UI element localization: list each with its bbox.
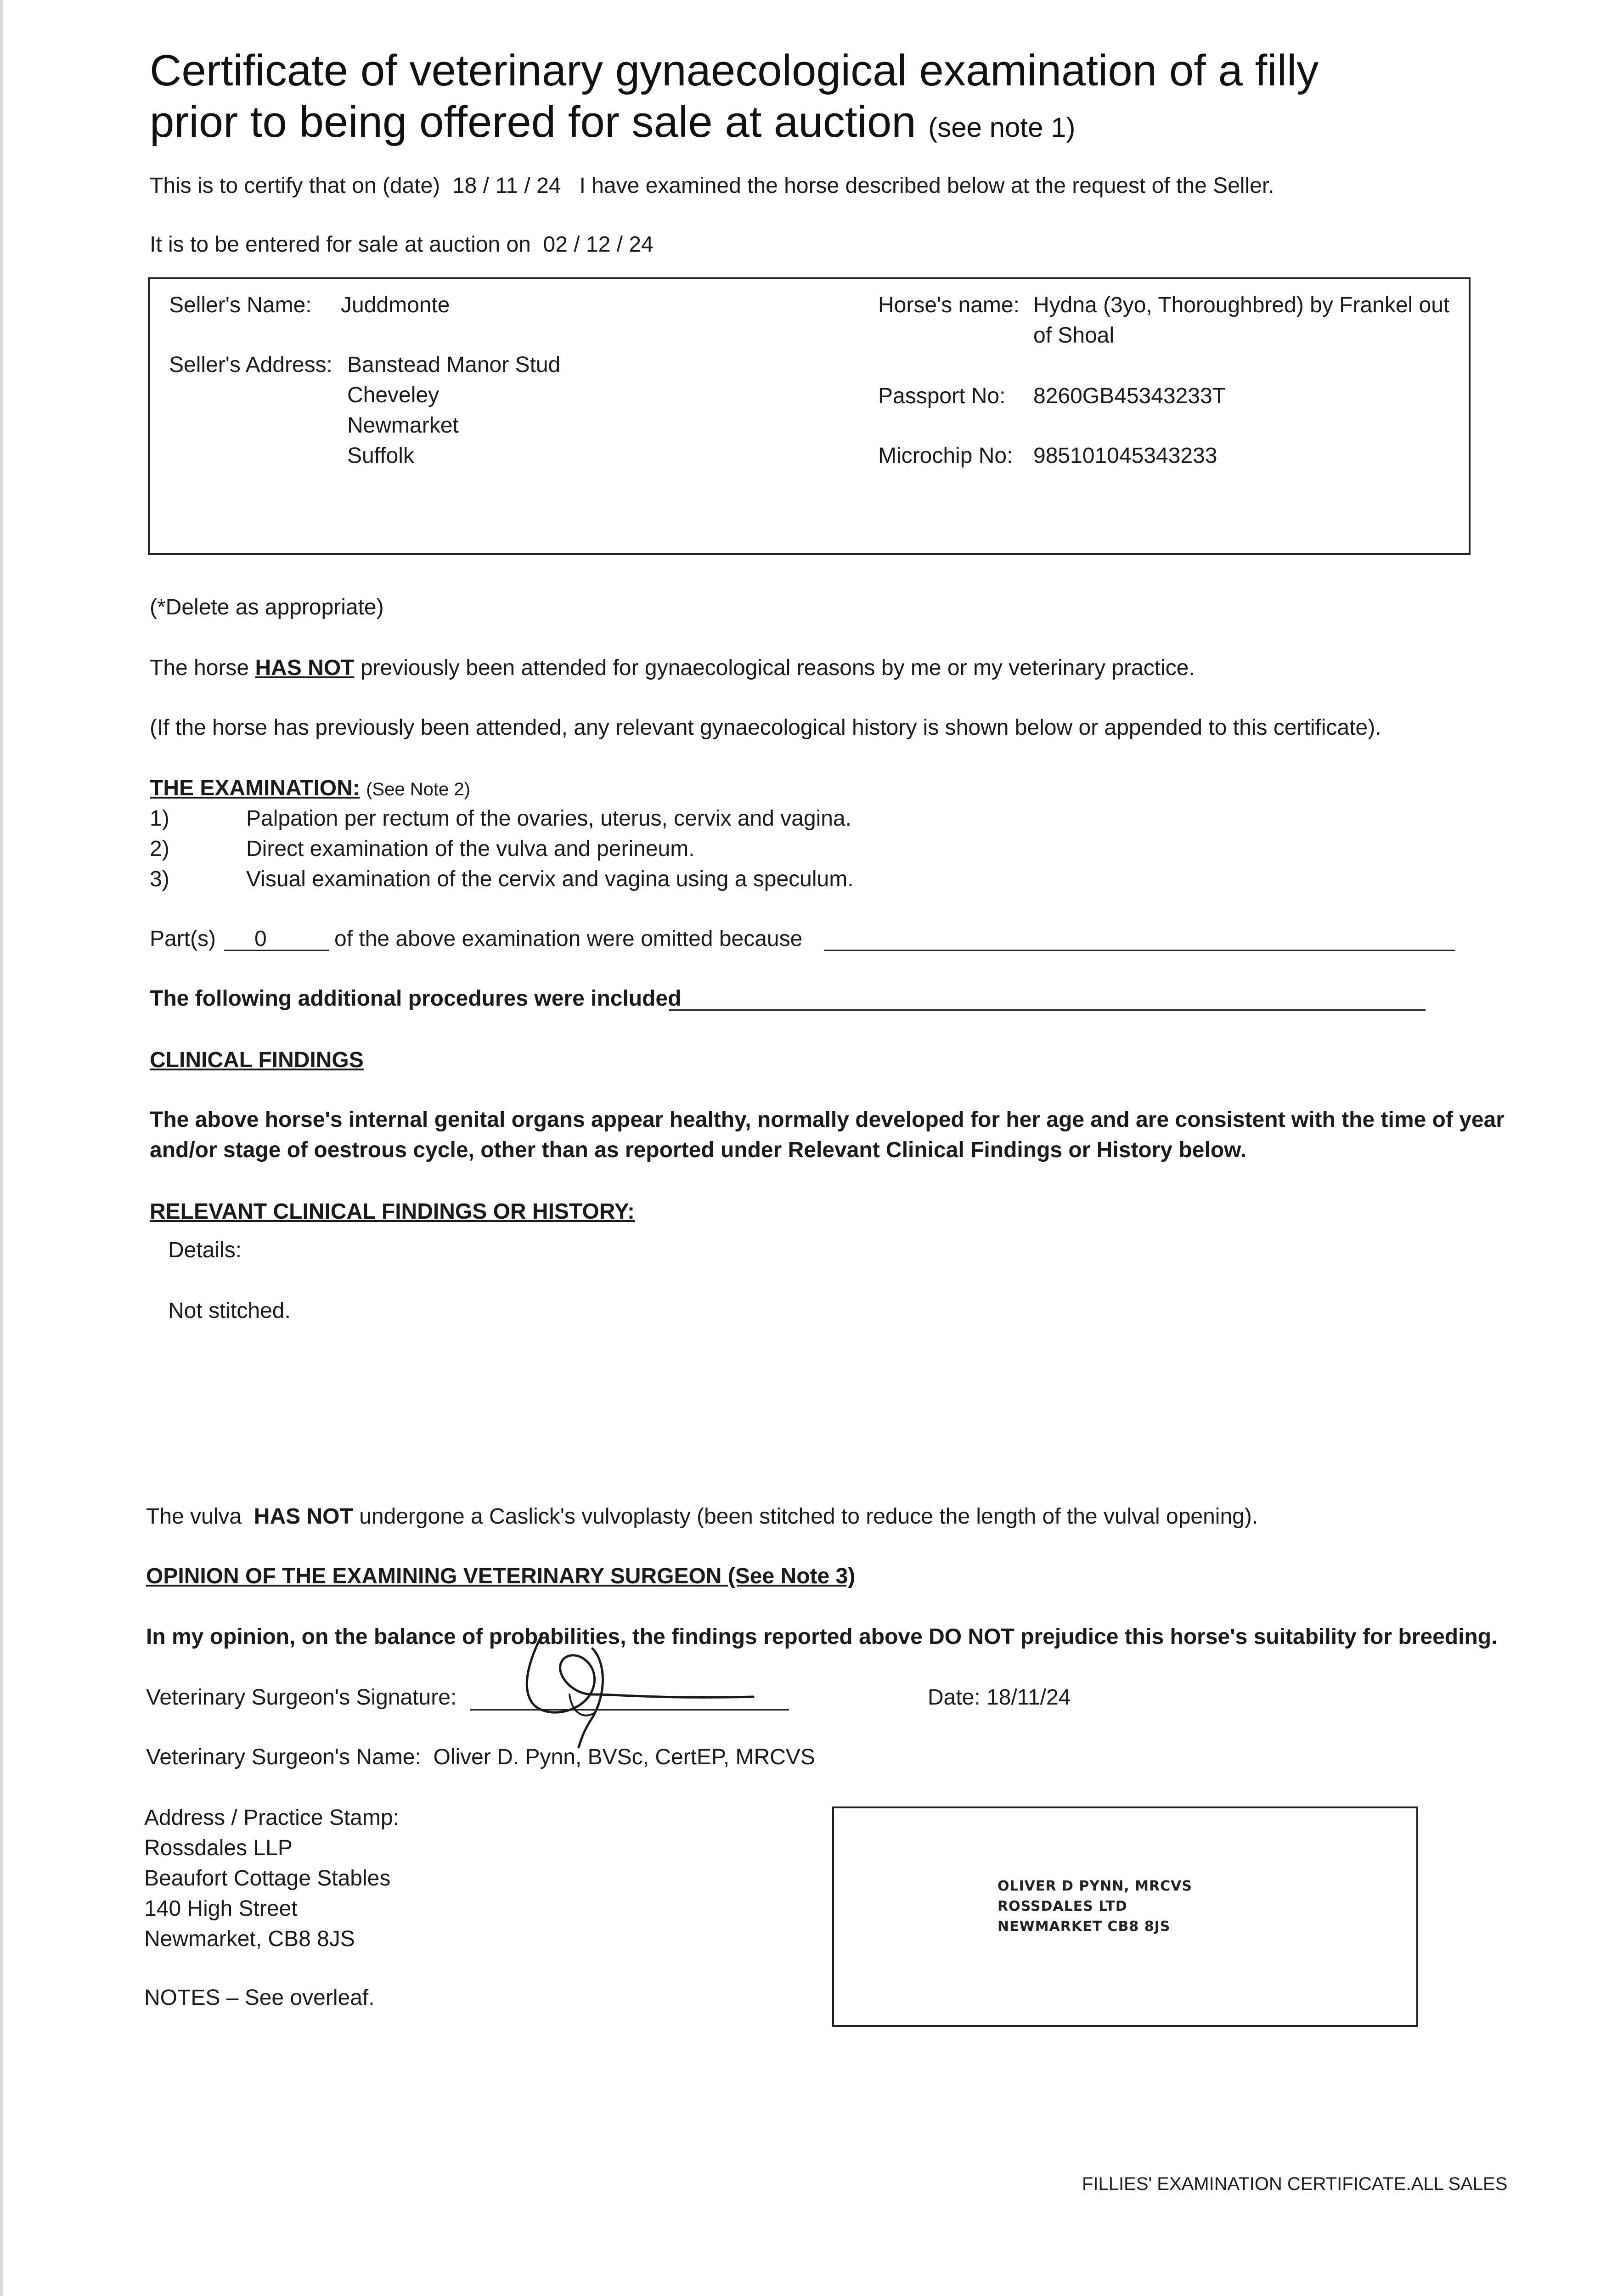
omitted-prefix: Part(s) xyxy=(150,927,216,951)
examination-heading: THE EXAMINATION: (See Note 2) xyxy=(150,776,470,800)
omitted-suffix: of the above examination were omitted because xyxy=(334,927,803,951)
attended-statement: The horse HAS NOT previously been attended for gynaecological reasons by me or my veterinary practice. xyxy=(150,656,1195,680)
passport-number: 8260GB45343233T xyxy=(1033,384,1226,408)
auction-date: 02 / 12 / 24 xyxy=(543,232,654,257)
additional-procedures: The following additional procedures were included xyxy=(150,986,682,1011)
surgeon-name-line: Veterinary Surgeon's Name: Oliver D. Pynn, BVSc, CertEP, MRCVS xyxy=(146,1745,815,1769)
document-title xyxy=(150,45,1527,153)
surgeon-name: Oliver D. Pynn, BVSc, CertEP, MRCVS xyxy=(433,1745,815,1769)
notes-overleaf: NOTES – See overleaf. xyxy=(144,1986,375,2010)
vulva-statement: The vulva HAS NOT undergone a Caslick's vulvoplasty (been stitched to reduce the length of the vulval opening). xyxy=(146,1504,1258,1529)
omitted-reason-field xyxy=(824,950,1455,951)
seller-address: Banstead Manor Stud Cheveley Newmarket Suffolk xyxy=(347,353,561,468)
scan-edge xyxy=(0,0,3,2296)
examination-item: 2) Direct examination of the vulva and perineum. xyxy=(150,837,695,861)
details-label: Details: xyxy=(168,1238,242,1262)
practice-address: Address / Practice Stamp: Rossdales LLP Beaufort Cottage Stables 140 High Street Newmarket, CB8 8JS xyxy=(144,1806,399,1951)
examination-list xyxy=(150,804,854,895)
footer-label: FILLIES' EXAMINATION CERTIFICATE.ALL SALES xyxy=(1082,2174,1508,2194)
details-text: Not stitched. xyxy=(168,1299,291,1323)
history-note: (If the horse has previously been attended, any relevant gynaecological history is shown below or appended to this certificate). xyxy=(150,715,1381,740)
examination-item: 3) Visual examination of the cervix and vagina using a speculum. xyxy=(150,867,854,891)
clinical-findings-text: The above horse's internal genital organs appear healthy, normally developed for her age and are consistent with the time of year and/or stage of oestrous cycle, other than as reported under Relevant Clinical Findings or History below. xyxy=(150,1108,1505,1162)
omitted-parts-field xyxy=(224,950,329,951)
title-line-1: Certificate of veterinary gynaecological examination of a filly xyxy=(150,46,1319,95)
examination-item: 1) Palpation per rectum of the ovaries, uterus, cervix and vagina. xyxy=(150,806,852,831)
exam-date: 18 / 11 / 24 xyxy=(452,174,561,198)
relevant-findings-heading: RELEVANT CLINICAL FINDINGS OR HISTORY: xyxy=(150,1199,635,1224)
certify-line: This is to certify that on (date) 18 / 11 / 24 I have examined the horse described below at the request of the Seller. xyxy=(150,174,1274,198)
vulva-status: HAS NOT xyxy=(254,1504,353,1529)
clinical-findings-heading: CLINICAL FINDINGS xyxy=(150,1048,364,1072)
horse-name: Hydna (3yo, Thoroughbred) by Frankel out of Shoal xyxy=(1033,293,1450,348)
signature-scrawl xyxy=(514,1626,772,1750)
practice-stamp: OLIVER D PYNN, MRCVS ROSSDALES LTD NEWMARKET CB8 8JS xyxy=(997,1878,1192,1935)
title-note: (see note 1) xyxy=(928,112,1076,143)
horse-name-label: Horse's name: xyxy=(878,293,1020,317)
opinion-heading: OPINION OF THE EXAMINING VETERINARY SURGEON (See Note 3) xyxy=(146,1564,856,1588)
signature-label: Veterinary Surgeon's Signature: xyxy=(146,1685,457,1710)
seller-address-label: Seller's Address: xyxy=(169,353,332,377)
passport-label: Passport No: xyxy=(878,384,1006,408)
auction-line: It is to be entered for sale at auction on 02 / 12 / 24 xyxy=(150,232,654,257)
delete-note: (*Delete as appropriate) xyxy=(150,595,384,619)
opinion-statement: In my opinion, on the balance of probabilities, the findings reported above DO NOT prejudice this horse's suitability for breeding. xyxy=(146,1625,1498,1649)
omitted-value: 0 xyxy=(254,927,267,951)
seller-name-label: Seller's Name: xyxy=(169,293,312,317)
seller-name: Juddmonte xyxy=(341,293,450,317)
additional-procedures-field xyxy=(669,1009,1426,1011)
signature-date: Date: 18/11/24 xyxy=(928,1685,1071,1710)
microchip-number: 985101045343233 xyxy=(1033,444,1217,468)
attended-status: HAS NOT xyxy=(255,656,355,680)
title-line-2: prior to being offered for sale at auction (see note 1) xyxy=(150,97,1076,146)
microchip-label: Microchip No: xyxy=(878,444,1013,468)
